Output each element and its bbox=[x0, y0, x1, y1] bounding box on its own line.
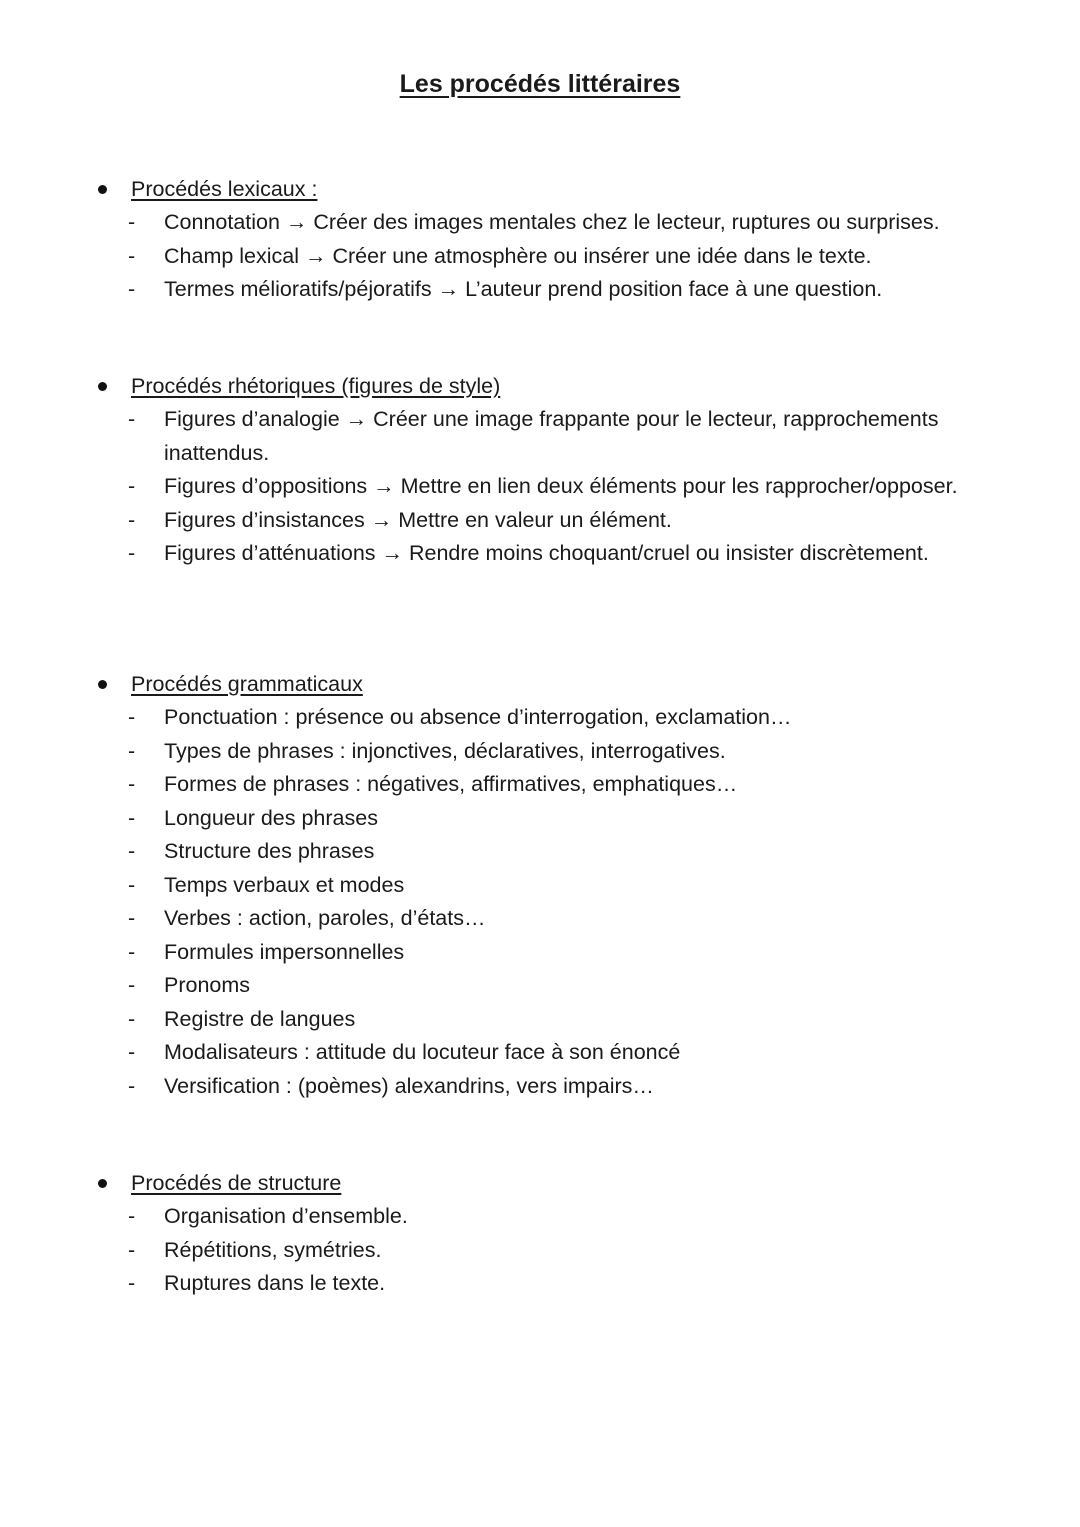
dash-marker: - bbox=[128, 1237, 136, 1262]
list-item bbox=[0, 273, 1080, 307]
dash-marker: - bbox=[128, 872, 136, 897]
section-heading: Procédés rhétoriques (figures de style) bbox=[131, 374, 501, 398]
list-item-text: Répétitions, symétries. bbox=[164, 1237, 382, 1262]
dash-marker: - bbox=[128, 939, 136, 964]
list-item bbox=[0, 802, 1080, 836]
bullet-icon bbox=[98, 1179, 107, 1188]
list-item bbox=[0, 1070, 1080, 1104]
list-item bbox=[0, 240, 1080, 274]
section-heading-row bbox=[0, 173, 1080, 206]
dash-marker: - bbox=[128, 839, 136, 863]
list-item bbox=[0, 835, 1080, 869]
item-list bbox=[0, 1200, 1080, 1301]
list-item-text: Temps verbaux et modes bbox=[164, 872, 405, 897]
bullet-icon bbox=[98, 382, 107, 391]
dash-marker: - bbox=[128, 772, 136, 796]
section-grammaticaux bbox=[0, 668, 1080, 1103]
list-item-text: Types de phrases : injonctives, déclaratives, interrogatives. bbox=[164, 738, 726, 763]
section-rhetoriques bbox=[0, 370, 1080, 571]
list-item bbox=[0, 504, 1080, 538]
list-item-text: Termes mélioratifs/péjoratifs → L’auteur prend position face à une question. bbox=[164, 277, 883, 301]
list-item-text: Versification : (poèmes) alexandrins, vers impairs… bbox=[164, 1073, 654, 1098]
dash-marker: - bbox=[128, 1271, 136, 1295]
dash-marker: - bbox=[128, 541, 136, 565]
dash-marker: - bbox=[128, 738, 136, 763]
dash-marker: - bbox=[128, 906, 136, 930]
list-item bbox=[0, 537, 1080, 571]
list-item bbox=[0, 902, 1080, 936]
list-item bbox=[0, 470, 1080, 504]
list-item-text: Modalisateurs : attitude du locuteur face à son énoncé bbox=[164, 1040, 681, 1064]
section-heading-row bbox=[0, 668, 1080, 701]
section-structure bbox=[0, 1167, 1080, 1301]
dash-marker: - bbox=[128, 1040, 136, 1064]
list-item-text: Figures d’analogie → Créer une image frappante pour le lecteur, rapprochements inattendus. bbox=[164, 407, 939, 465]
dash-marker: - bbox=[128, 705, 136, 729]
dash-marker: - bbox=[128, 407, 136, 431]
section-heading-row bbox=[0, 370, 1080, 403]
dash-marker: - bbox=[128, 1204, 136, 1228]
section-heading: Procédés grammaticaux bbox=[131, 672, 363, 696]
section-heading-row bbox=[0, 1167, 1080, 1200]
list-item-text: Verbes : action, paroles, d’états… bbox=[164, 906, 486, 930]
list-item bbox=[0, 701, 1080, 735]
list-item bbox=[0, 735, 1080, 769]
item-list bbox=[0, 206, 1080, 307]
dash-marker: - bbox=[128, 507, 136, 532]
dash-marker: - bbox=[128, 1073, 136, 1098]
list-item bbox=[0, 869, 1080, 903]
list-item-text: Figures d’oppositions → Mettre en lien deux éléments pour les rapprocher/opposer. bbox=[164, 474, 958, 498]
list-item-text: Ponctuation : présence ou absence d’interrogation, exclamation… bbox=[164, 705, 792, 729]
list-item-text: Pronoms bbox=[164, 973, 251, 997]
dash-marker: - bbox=[128, 805, 136, 830]
dash-marker: - bbox=[128, 1006, 136, 1031]
list-item bbox=[0, 768, 1080, 802]
bullet-icon bbox=[98, 185, 107, 194]
list-item-text: Ruptures dans le texte. bbox=[164, 1271, 386, 1295]
list-item bbox=[0, 1200, 1080, 1234]
list-item bbox=[0, 936, 1080, 970]
list-item-text: Structure des phrases bbox=[164, 839, 375, 863]
bullet-icon bbox=[98, 680, 107, 689]
list-item-text: Registre de langues bbox=[164, 1006, 356, 1031]
list-item bbox=[0, 403, 1080, 470]
item-list bbox=[0, 701, 1080, 1103]
list-item bbox=[0, 969, 1080, 1003]
section-heading: Procédés lexicaux : bbox=[131, 177, 318, 201]
list-item-text: Figures d’insistances → Mettre en valeur un élément. bbox=[164, 507, 672, 532]
list-item-text: Organisation d’ensemble. bbox=[164, 1204, 408, 1228]
list-item-text: Formules impersonnelles bbox=[164, 939, 405, 964]
list-item-text: Connotation → Créer des images mentales chez le lecteur, ruptures ou surprises. bbox=[164, 210, 940, 234]
section-heading: Procédés de structure bbox=[131, 1171, 342, 1195]
list-item bbox=[0, 1267, 1080, 1301]
list-item-text: Formes de phrases : négatives, affirmatives, emphatiques… bbox=[164, 772, 738, 796]
dash-marker: - bbox=[128, 243, 136, 268]
list-item bbox=[0, 206, 1080, 240]
dash-marker: - bbox=[128, 277, 136, 301]
dash-marker: - bbox=[128, 210, 136, 234]
section-lexicaux bbox=[0, 173, 1080, 307]
dash-marker: - bbox=[128, 474, 136, 498]
item-list bbox=[0, 403, 1080, 571]
page-title: Les procédés littéraires bbox=[399, 70, 681, 98]
list-item-text: Figures d’atténuations → Rendre moins choquant/cruel ou insister discrètement. bbox=[164, 541, 929, 565]
dash-marker: - bbox=[128, 973, 136, 997]
list-item-text: Champ lexical → Créer une atmosphère ou insérer une idée dans le texte. bbox=[164, 243, 872, 268]
list-item-text: Longueur des phrases bbox=[164, 805, 378, 830]
list-item bbox=[0, 1003, 1080, 1037]
list-item bbox=[0, 1234, 1080, 1268]
list-item bbox=[0, 1036, 1080, 1070]
